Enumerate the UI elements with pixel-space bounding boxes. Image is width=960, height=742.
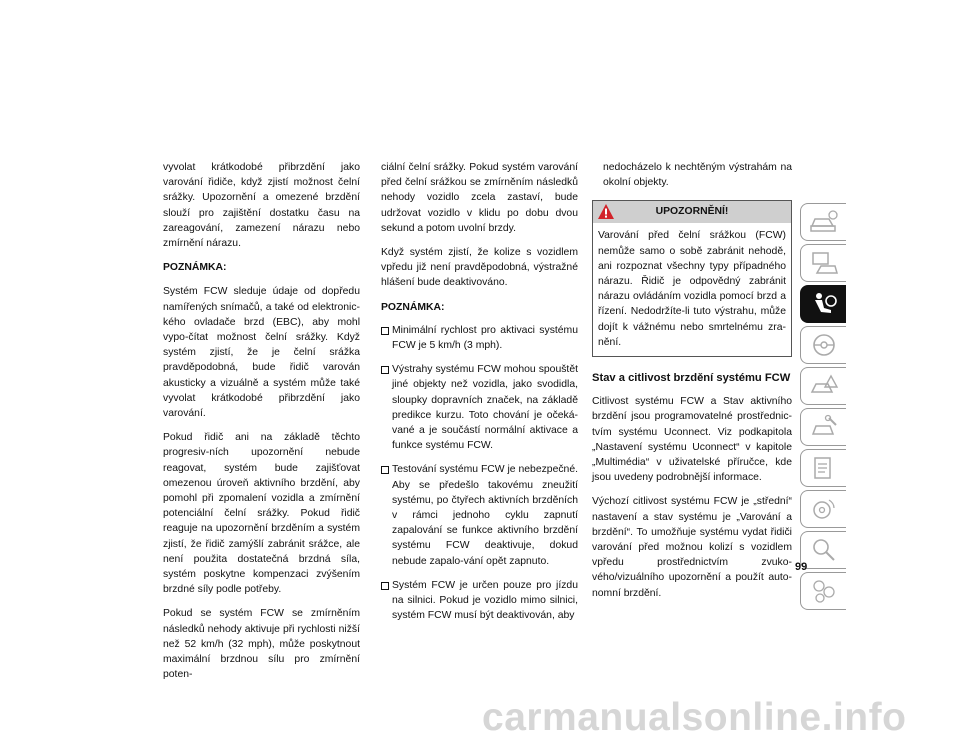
- paragraph: Citlivost systému FCW a Stav aktivního brzdění jsou programovatelné prostřednic-tvím systému Uconnect. Viz podkapitola „Nastavení systému Uconnect“ v kapitole „Multimédia“ v uživatelské příručce, kde jsou uvedeny podrobnější informace.: [592, 396, 792, 484]
- square-bullet-icon: [381, 366, 389, 374]
- continued-list-text: nedocházelo k nechtěným výstrahám na okolní objekty.: [603, 162, 792, 189]
- chapter-tab-emergency[interactable]: [800, 367, 846, 405]
- column-middle: [381, 160, 578, 632]
- warning-title: UPOZORNĚNÍ!: [655, 206, 729, 218]
- paragraph: Když systém zjistí, že kolize s vozidlem vpředu již není pravděpodobná, výstražné hlášení bude deaktivováno.: [381, 247, 578, 289]
- chapter-tab-driving[interactable]: [800, 326, 846, 364]
- paragraph: Výchozí citlivost systému FCW je „střední“ nastavení a stav systému je „Varování a brzdění“. To umožňuje systému vydat řidiči varování před možnou kolizí s vozidlem vpředu prostřednictvím zvuko-vého/vizuálního upozornění a použít auto-nomní brzdění.: [592, 496, 792, 599]
- note-title: POZNÁMKA:: [381, 301, 445, 313]
- warning-header: [593, 201, 791, 223]
- section-title: Stav a citlivost brzdění systému FCW: [592, 372, 791, 385]
- maintenance-checklist-icon: [809, 454, 839, 482]
- square-bullet-icon: [381, 327, 389, 335]
- note-body: Systém FCW sleduje údaje od dopředu namířených snímačů, a také od elektronic-kého ovladače brzd (EBC), aby mohl vypo-čítat možnost čelní srážky. Když systém zjistí, že je čelní srážka pravděpodobná, bude řidič varován akusticky a vizuálně a systém může také vyvolat krátkodobé přibrzdění jako varování.: [163, 286, 360, 420]
- chapter-tab-dashboard[interactable]: [800, 244, 846, 282]
- chapter-tab-multimedia[interactable]: [800, 490, 846, 528]
- square-bullet-icon: [381, 582, 389, 590]
- warning-box: [592, 200, 792, 357]
- paragraph: vyvolat krátkodobé přibrzdění jako varování řidiče, když zjistí možnost čelní srážky. Upozornění a omezené brzdění slouží pro zajištění dostatku času na zareagování, zamezení nárazu nebo zmírnění nárazu.: [163, 162, 360, 250]
- paragraph: Pokud řidič ani na základě těchto progresiv-ních upozornění nebude reagovat, systém bude zajišťovat omezenou úroveň aktivního brzdění, aby pomohl při zpomalení vozidla a zmírnění potenciální čelní srážky. Pokud řidič reaguje na upozornění brzděním a systém zjistí, že řidič zamýšlí zabránit srážce, ale není použita dostatečná brzdná síla, systém poskytne kompenzaci zvýšením brzdné síly podle potřeby.: [163, 432, 360, 596]
- paragraph: ciální čelní srážky. Pokud systém varování před čelní srážkou se zmírněním následků nehody vozidlo zcela zastaví, bude udržovat vozidlo v klidu po dobu dvou sekund a potom uvolní brzdy.: [381, 162, 578, 234]
- chapter-tab-safety[interactable]: [800, 285, 846, 323]
- list-item: Výstrahy systému FCW mohou spouštět jiné objekty než vozidla, jako svodidla, sloupky dopravních značek, na základě predikce kurzu. Toto chování je očeká-vané a je součástí normální aktivace a funkce systému FCW.: [381, 362, 578, 453]
- search-index-icon: [809, 536, 839, 564]
- chapter-tab-car-info[interactable]: [800, 203, 846, 241]
- square-bullet-icon: [381, 466, 389, 474]
- languages-icon: [809, 577, 839, 605]
- paragraph: Pokud se systém FCW se zmírněním následků nehody aktivuje při rychlosti nižší než 52 km/h (32 mph), může poskytnout maximální brzdnou sílu pro zmírnění poten-: [163, 608, 360, 681]
- chapter-tab-service[interactable]: [800, 408, 846, 446]
- dashboard-message-icon: [809, 249, 839, 277]
- page-number: 99: [795, 561, 808, 573]
- note-title: POZNÁMKA:: [163, 262, 227, 274]
- chapter-tab-languages[interactable]: [800, 572, 846, 610]
- warning-triangle-icon: [597, 203, 615, 220]
- steering-wheel-icon: [809, 331, 839, 359]
- column-right: [592, 160, 792, 610]
- list-item: Testování systému FCW je nebezpečné. Aby se předešlo takovému zneužití systému, po čtyřech aktivních brzděních v rámci jednoho cyklu zapnutí zapalování se funkce aktivního brzdění systému FCW deaktivuje, dokud nebude zapalo-vání opět zapnuto.: [381, 462, 578, 568]
- multimedia-icon: [809, 495, 839, 523]
- airbag-safety-icon: [809, 290, 839, 318]
- column-left: [163, 160, 360, 692]
- car-info-icon: [809, 208, 839, 236]
- note-list: [381, 323, 578, 624]
- car-service-icon: [809, 413, 839, 441]
- car-warning-icon: [809, 372, 839, 400]
- list-item: Systém FCW je určen pouze pro jízdu na silnici. Pokud je vozidlo mimo silnici, systém FCW musí být deaktivován, aby: [381, 578, 578, 624]
- watermark: carmanualsonline.info: [482, 696, 907, 739]
- list-item: Minimální rychlost pro aktivaci systému FCW je 5 km/h (3 mph).: [381, 323, 578, 353]
- warning-body: Varování před čelní srážkou (FCW) nemůže samo o sobě zabránit nehodě, ani rozpoznat všechny typy případného nárazu. Řidič je odpovědný zabránit nárazu ovládáním vozidla pomocí brzd a řízení. Nedodržíte-li tuto výstrahu, může dojít k vážnému nebo smrtelnému zra-nění.: [598, 230, 786, 348]
- chapter-tab-maintenance[interactable]: [800, 449, 846, 487]
- chapter-tabs: [800, 203, 848, 613]
